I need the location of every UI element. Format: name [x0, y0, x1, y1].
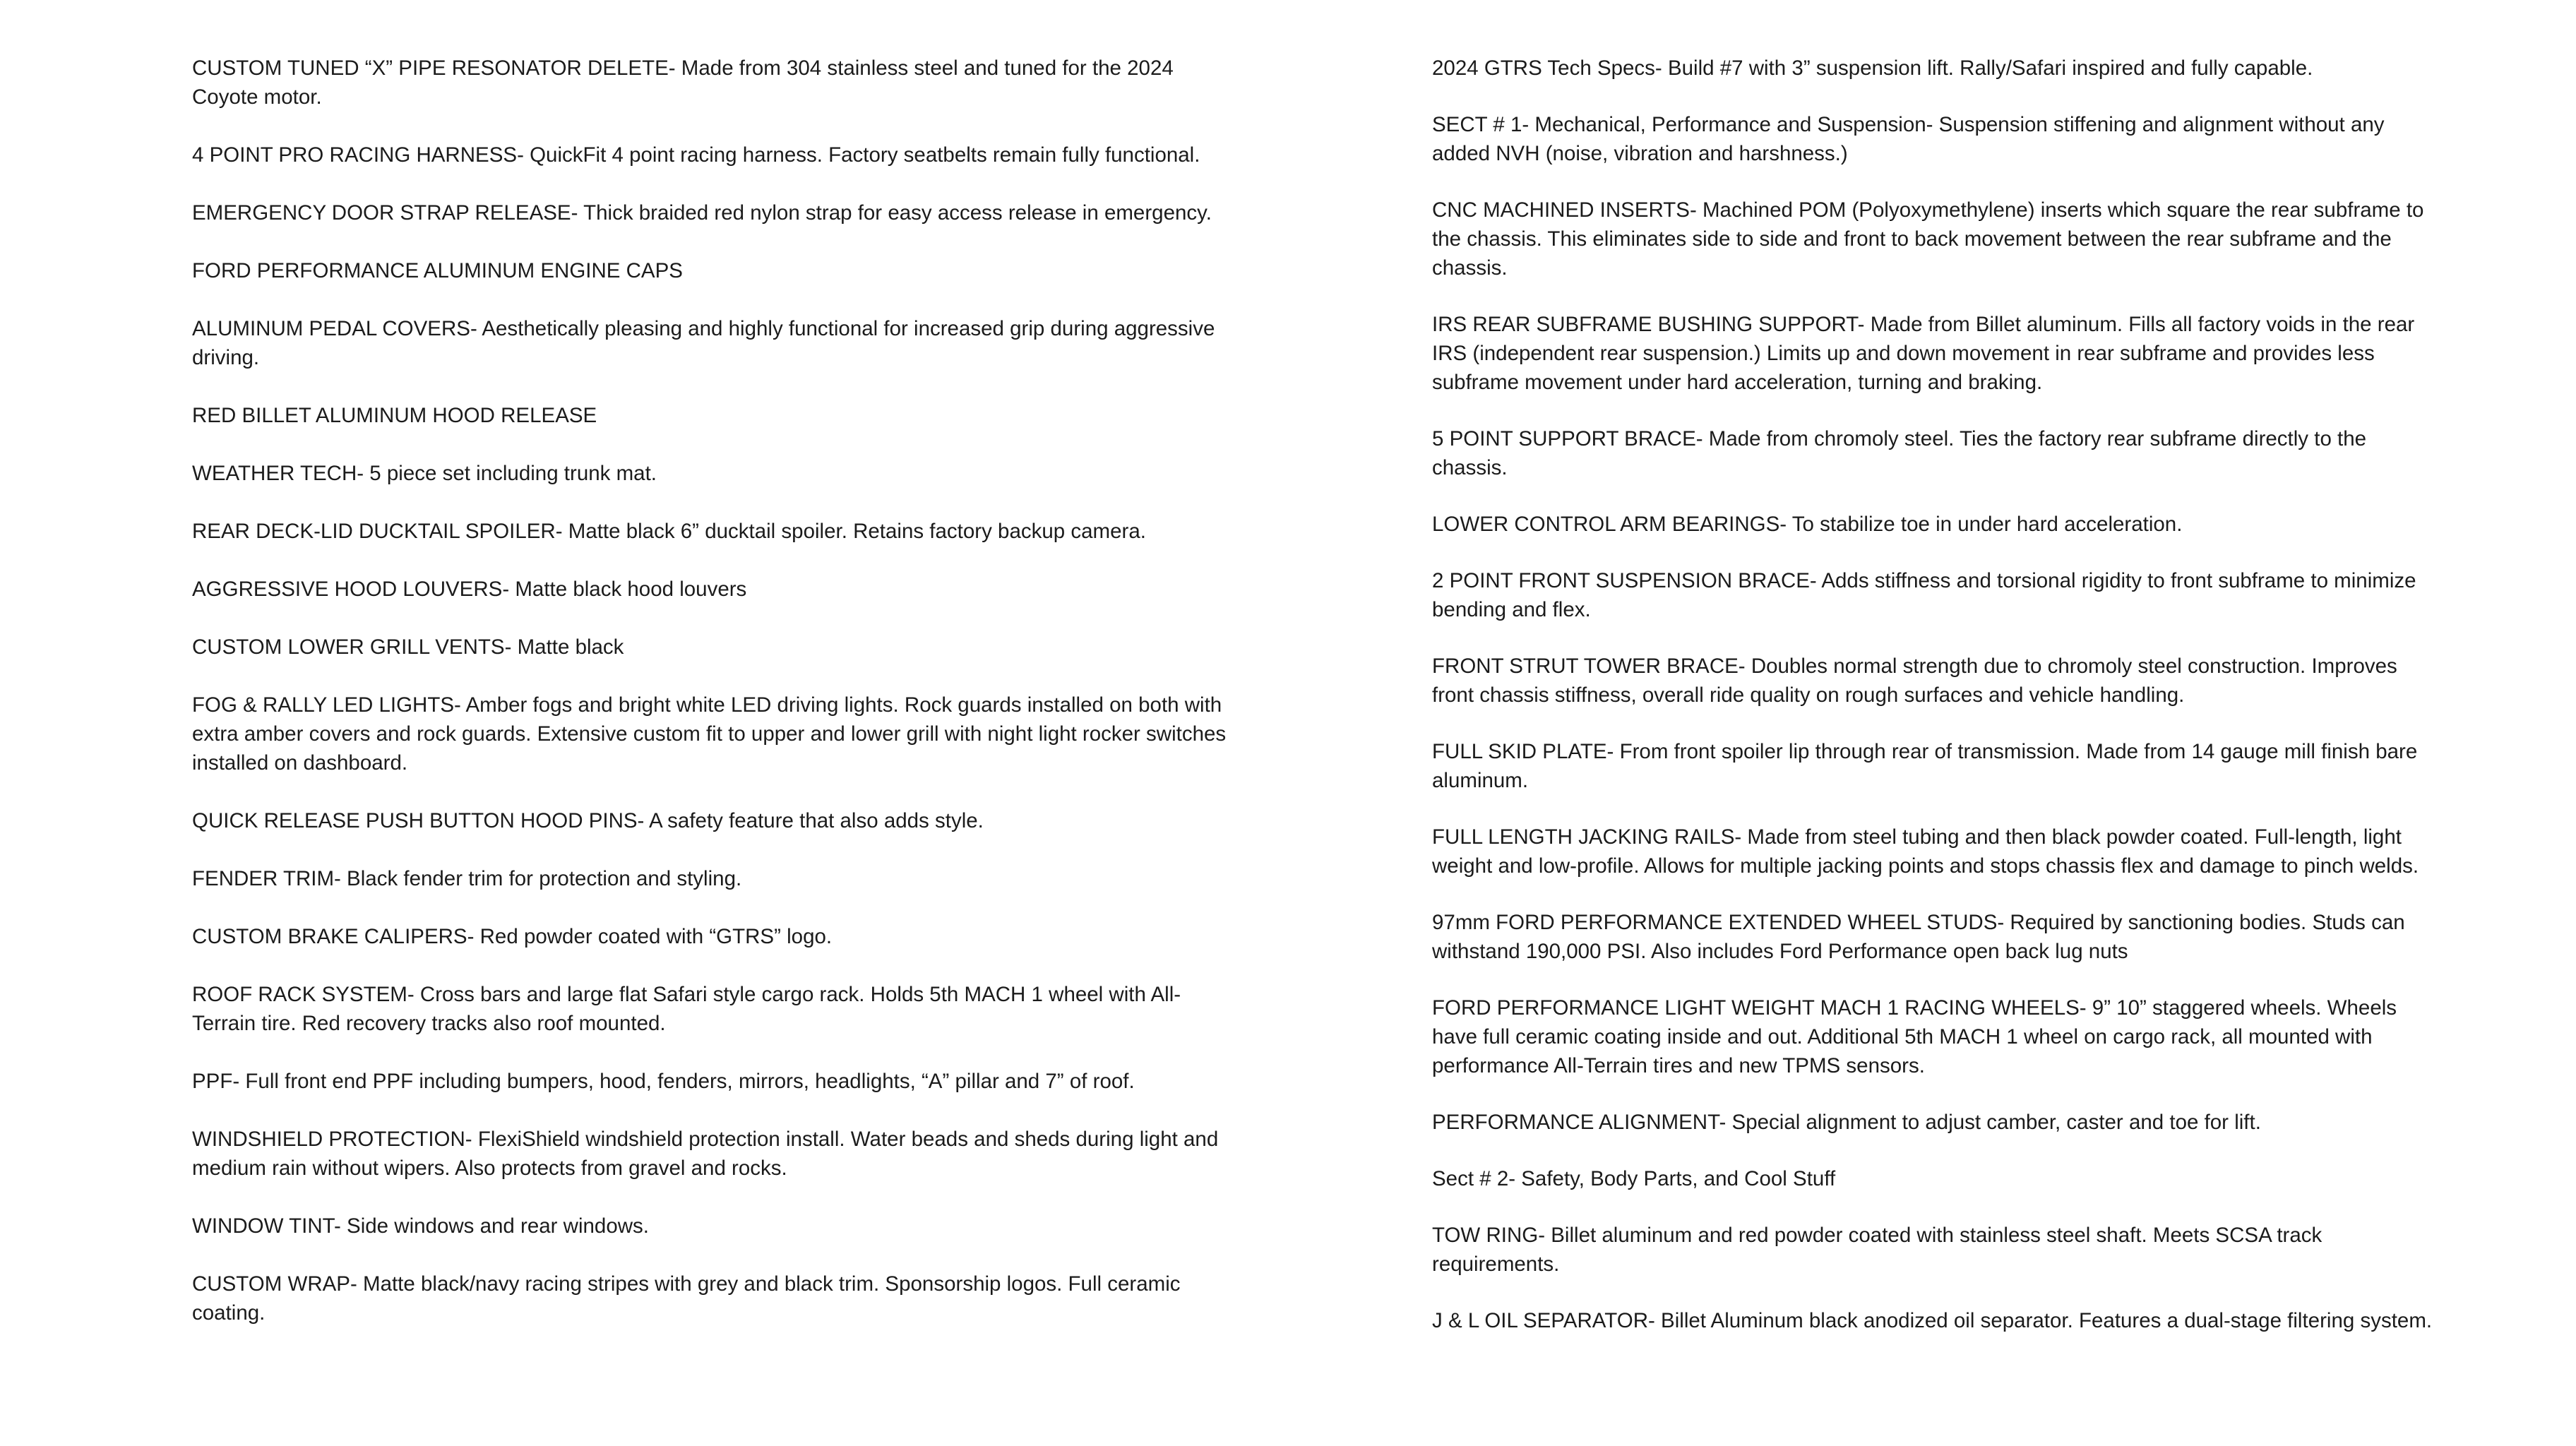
spec-fender-trim: FENDER TRIM- Black fender trim for protection and styling.	[192, 867, 742, 890]
section-1-heading: SECT # 1- Mechanical, Performance and Suspension- Suspension stiffening and alignment without any added NVH (noise, vibration and harshness.)	[1432, 113, 2385, 165]
spec-subframe-bushing-support: IRS REAR SUBFRAME BUSHING SUPPORT- Made from Billet aluminum. Fills all factory voids in the rear IRS (independent rear suspension.) Limits up and down movement in rear subframe and provides less subframe movement under hard acceleration, turning and braking.	[1432, 313, 2415, 394]
spec-cnc-inserts: CNC MACHINED INSERTS- Machined POM (Polyoxymethylene) inserts which square the rear subframe to the chassis. This eliminates side to side and front to back movement between the rear subframe and the chassis.	[1432, 198, 2424, 280]
spec-window-tint: WINDOW TINT- Side windows and rear windows.	[192, 1214, 649, 1238]
spec-tow-ring: TOW RING- Billet aluminum and red powder coated with stainless steel shaft. Meets SCSA track requirements.	[1432, 1224, 2322, 1276]
spec-hood-pins: QUICK RELEASE PUSH BUTTON HOOD PINS- A safety feature that also adds style.	[192, 809, 984, 832]
spec-door-strap-release: EMERGENCY DOOR STRAP RELEASE- Thick braided red nylon strap for easy access release in emergency.	[192, 201, 1212, 225]
left-spec-column	[192, 54, 1230, 1356]
spec-grill-vents: CUSTOM LOWER GRILL VENTS- Matte black	[192, 635, 624, 659]
spec-jacking-rails: FULL LENGTH JACKING RAILS- Made from steel tubing and then black powder coated. Full-length, light weight and low-profile. Allows for multiple jacking points and stops chassis flex and damage to pinch welds.	[1432, 825, 2419, 878]
spec-ducktail-spoiler: REAR DECK-LID DUCKTAIL SPOILER- Matte black 6” ducktail spoiler. Retains factory backup camera.	[192, 520, 1146, 543]
spec-racing-harness: 4 POINT PRO RACING HARNESS- QuickFit 4 point racing harness. Factory seatbelts remain fully functional.	[192, 143, 1200, 167]
spec-engine-caps: FORD PERFORMANCE ALUMINUM ENGINE CAPS	[192, 259, 683, 282]
spec-tech-specs-intro: 2024 GTRS Tech Specs- Build #7 with 3” suspension lift. Rally/Safari inspired and fully capable.	[1432, 56, 2313, 80]
spec-ppf: PPF- Full front end PPF including bumpers, hood, fenders, mirrors, headlights, “A” pillar and 7” of roof.	[192, 1070, 1135, 1093]
spec-x-pipe-resonator-delete: CUSTOM TUNED “X” PIPE RESONATOR DELETE- Made from 304 stainless steel and tuned for the 2024 Coyote motor.	[192, 56, 1174, 109]
spec-custom-wrap: CUSTOM WRAP- Matte black/navy racing stripes with grey and black trim. Sponsorship logos. Full ceramic coating.	[192, 1272, 1181, 1325]
section-2-heading: Sect # 2- Safety, Body Parts, and Cool Stuff	[1432, 1167, 1836, 1190]
spec-alignment: PERFORMANCE ALIGNMENT- Special alignment to adjust camber, caster and toe for lift.	[1432, 1111, 2261, 1134]
spec-wheel-studs: 97mm FORD PERFORMANCE EXTENDED WHEEL STUDS- Required by sanctioning bodies. Studs can withstand 190,000 PSI. Also includes Ford Performance open back lug nuts	[1432, 911, 2405, 963]
spec-hood-release: RED BILLET ALUMINUM HOOD RELEASE	[192, 404, 597, 427]
spec-control-arm-bearings: LOWER CONTROL ARM BEARINGS- To stabilize toe in under hard acceleration.	[1432, 513, 2183, 536]
spec-hood-louvers: AGGRESSIVE HOOD LOUVERS- Matte black hood louvers	[192, 578, 747, 601]
spec-racing-wheels: FORD PERFORMANCE LIGHT WEIGHT MACH 1 RACING WHEELS- 9” 10” staggered wheels. Wheels have full ceramic coating inside and out. Additional 5th MACH 1 wheel on cargo rack, all mounted with performance All-Terrain tires and new TPMS sensors.	[1432, 996, 2397, 1077]
spec-pedal-covers: ALUMINUM PEDAL COVERS- Aesthetically pleasing and highly functional for increased grip during aggressive driving.	[192, 317, 1215, 369]
spec-weather-tech: WEATHER TECH- 5 piece set including trunk mat.	[192, 462, 657, 485]
spec-front-suspension-brace: 2 POINT FRONT SUSPENSION BRACE- Adds stiffness and torsional rigidity to front subframe to minimize bending and flex.	[1432, 569, 2416, 621]
spec-oil-separator: J & L OIL SEPARATOR- Billet Aluminum black anodized oil separator. Features a dual-stage filtering system.	[1432, 1309, 2433, 1332]
spec-roof-rack: ROOF RACK SYSTEM- Cross bars and large flat Safari style cargo rack. Holds 5th MACH 1 wheel with All-Terrain tire. Red recovery tracks also roof mounted.	[192, 983, 1181, 1035]
spec-support-brace: 5 POINT SUPPORT BRACE- Made from chromoly steel. Ties the factory rear subframe directly to the chassis.	[1432, 427, 2367, 479]
right-spec-column	[1432, 54, 2442, 1363]
spec-skid-plate: FULL SKID PLATE- From front spoiler lip through rear of transmission. Made from 14 gauge mill finish bare aluminum.	[1432, 740, 2418, 792]
spec-brake-calipers: CUSTOM BRAKE CALIPERS- Red powder coated with “GTRS” logo.	[192, 925, 833, 948]
spec-fog-rally-lights: FOG & RALLY LED LIGHTS- Amber fogs and bright white LED driving lights. Rock guards installed on both with extra amber covers and rock guards. Extensive custom fit to upper and lower grill with night light rocker switches installed on dashboard.	[192, 693, 1227, 775]
spec-strut-tower-brace: FRONT STRUT TOWER BRACE- Doubles normal strength due to chromoly steel construction. Improves front chassis stiffness, overall ride quality on rough surfaces and vehicle handling.	[1432, 655, 2397, 707]
spec-windshield-protection: WINDSHIELD PROTECTION- FlexiShield windshield protection install. Water beads and sheds during light and medium rain without wipers. Also protects from gravel and rocks.	[192, 1128, 1219, 1180]
